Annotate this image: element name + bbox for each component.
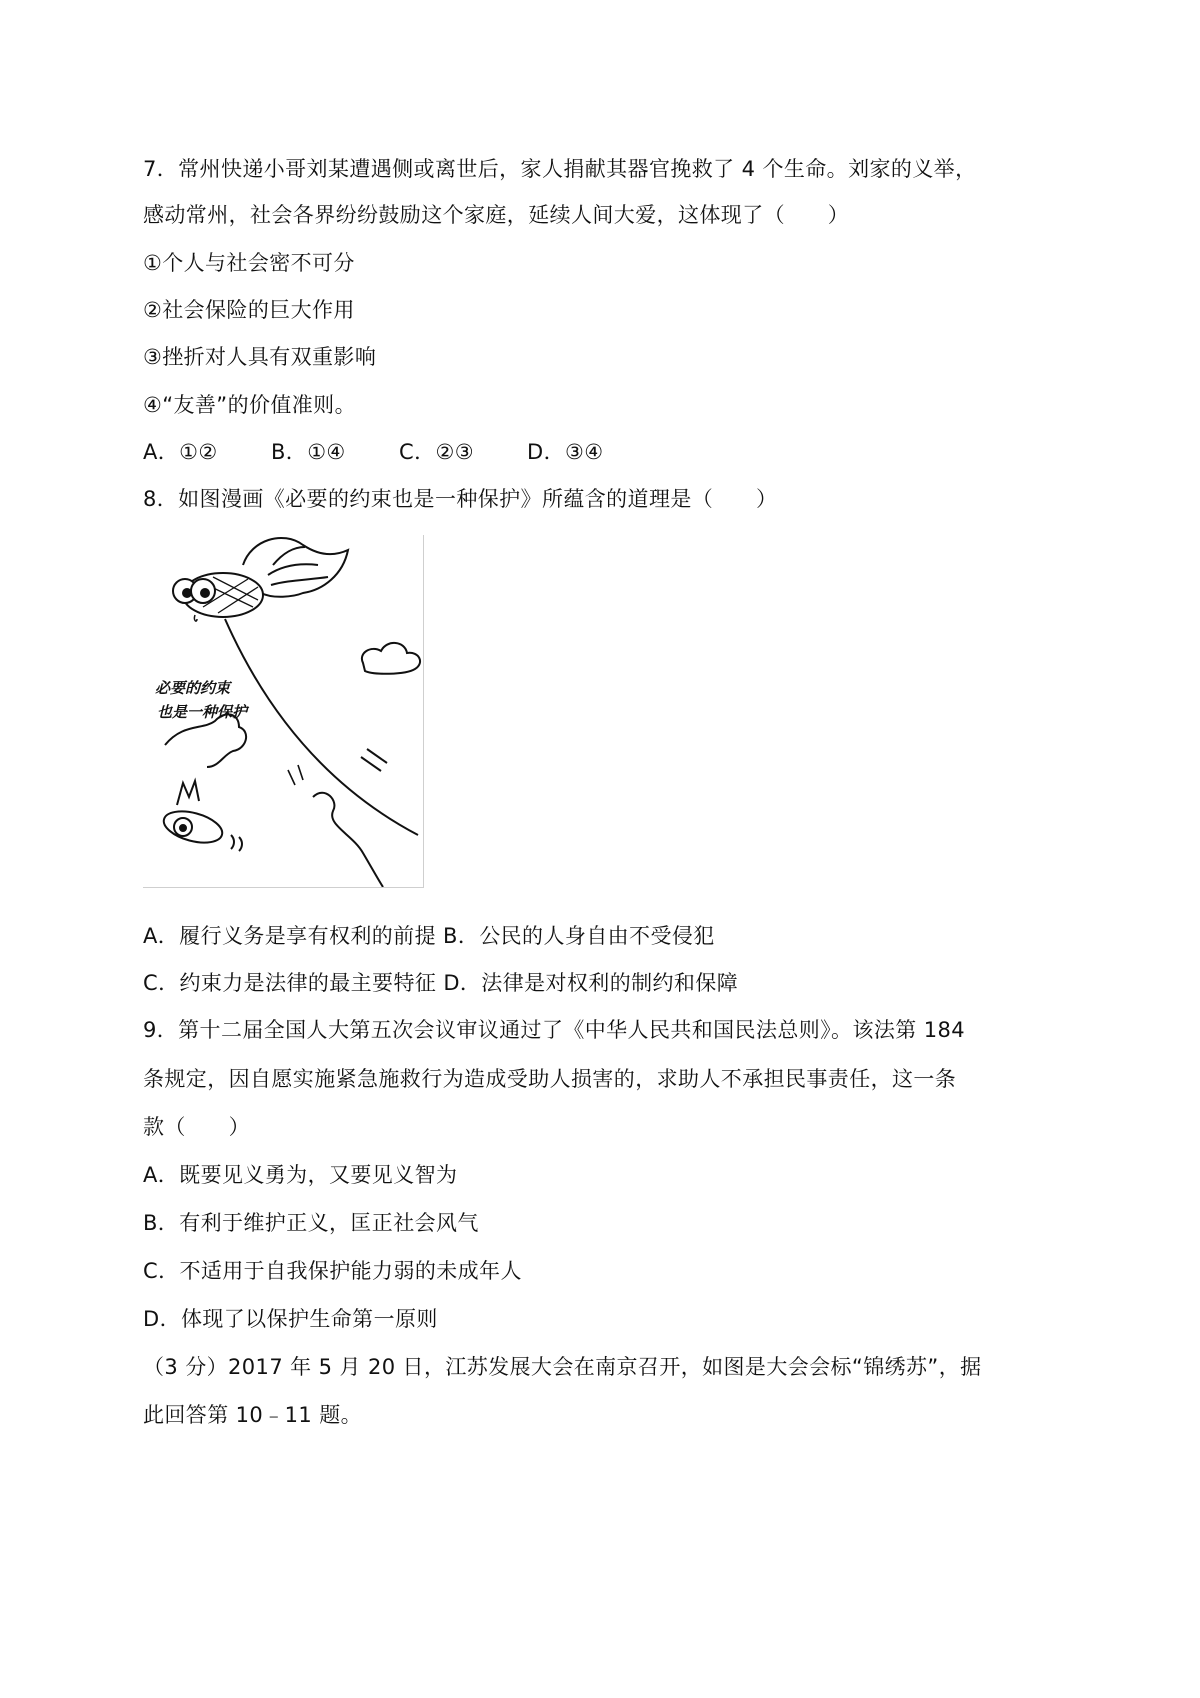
q7-option-c[interactable]: C．②③ (399, 440, 474, 464)
falling-fish-icon (160, 781, 242, 851)
q7-item-3: ③挫折对人具有双重影响 (143, 345, 377, 369)
q9-stem-line-1: 9．第十二届全国人大第五次会议审议通过了《中华人民共和国民法总则》。该法第 184 (143, 1018, 966, 1042)
q7-stem-line-2: 感动常州，社会各界纷纷鼓励这个家庭，延续人间大爱，这体现了（ ） (143, 203, 850, 227)
q7-option-a[interactable]: A．①② (143, 440, 218, 464)
q9-option-a[interactable]: A．既要见义勇为，又要见义智为 (143, 1163, 458, 1187)
q8-stem: 8．如图漫画《必要的约束也是一种保护》所蕴含的道理是（ ） (143, 487, 778, 511)
q9-stem-line-3: 款（ ） (143, 1115, 250, 1139)
q7-option-b[interactable]: B．①④ (271, 440, 346, 464)
cartoon-caption-line-2: 也是一种保护 (157, 703, 248, 721)
q10-intro-line-2: 此回答第 10﹣11 题。 (143, 1403, 362, 1427)
q9-option-c[interactable]: C．不适用于自我保护能力弱的未成年人 (143, 1259, 522, 1283)
cartoon-drawing (143, 535, 423, 887)
q7-item-1: ①个人与社会密不可分 (143, 251, 355, 275)
q7-option-d[interactable]: D．③④ (527, 440, 604, 464)
q7-options (143, 437, 603, 467)
cartoon-figure (143, 535, 424, 888)
fish-kite-icon (173, 538, 348, 621)
q9-option-b[interactable]: B．有利于维护正义，匡正社会风气 (143, 1211, 479, 1235)
speech-cloud (165, 714, 246, 767)
q7-item-2: ②社会保险的巨大作用 (143, 298, 355, 322)
q9-stem-line-2: 条规定，因自愿实施紧急施救行为造成受助人损害的，求助人不承担民事责任，这一条 (143, 1067, 957, 1091)
cloud-icon (362, 643, 420, 674)
q10-intro-line-1: （3 分）2017 年 5 月 20 日，江苏发展大会在南京召开，如图是大会会标“锦绣苏”，据 (143, 1355, 982, 1379)
cartoon-caption-line-1: 必要的约束 (155, 679, 231, 697)
q9-option-d[interactable]: D．体现了以保护生命第一原则 (143, 1307, 438, 1331)
q8-options-line-2: C．约束力是法律的最主要特征 D．法律是对权利的制约和保障 (143, 971, 739, 995)
q8-options-line-1: A．履行义务是享有权利的前提 B．公民的人身自由不受侵犯 (143, 924, 715, 948)
q7-item-4: ④“友善”的价值准则。 (143, 393, 356, 417)
q7-stem-line-1: 7．常州快递小哥刘某遭遇侧或离世后，家人捐献其器官挽救了 4 个生命。刘家的义举， (143, 157, 977, 181)
